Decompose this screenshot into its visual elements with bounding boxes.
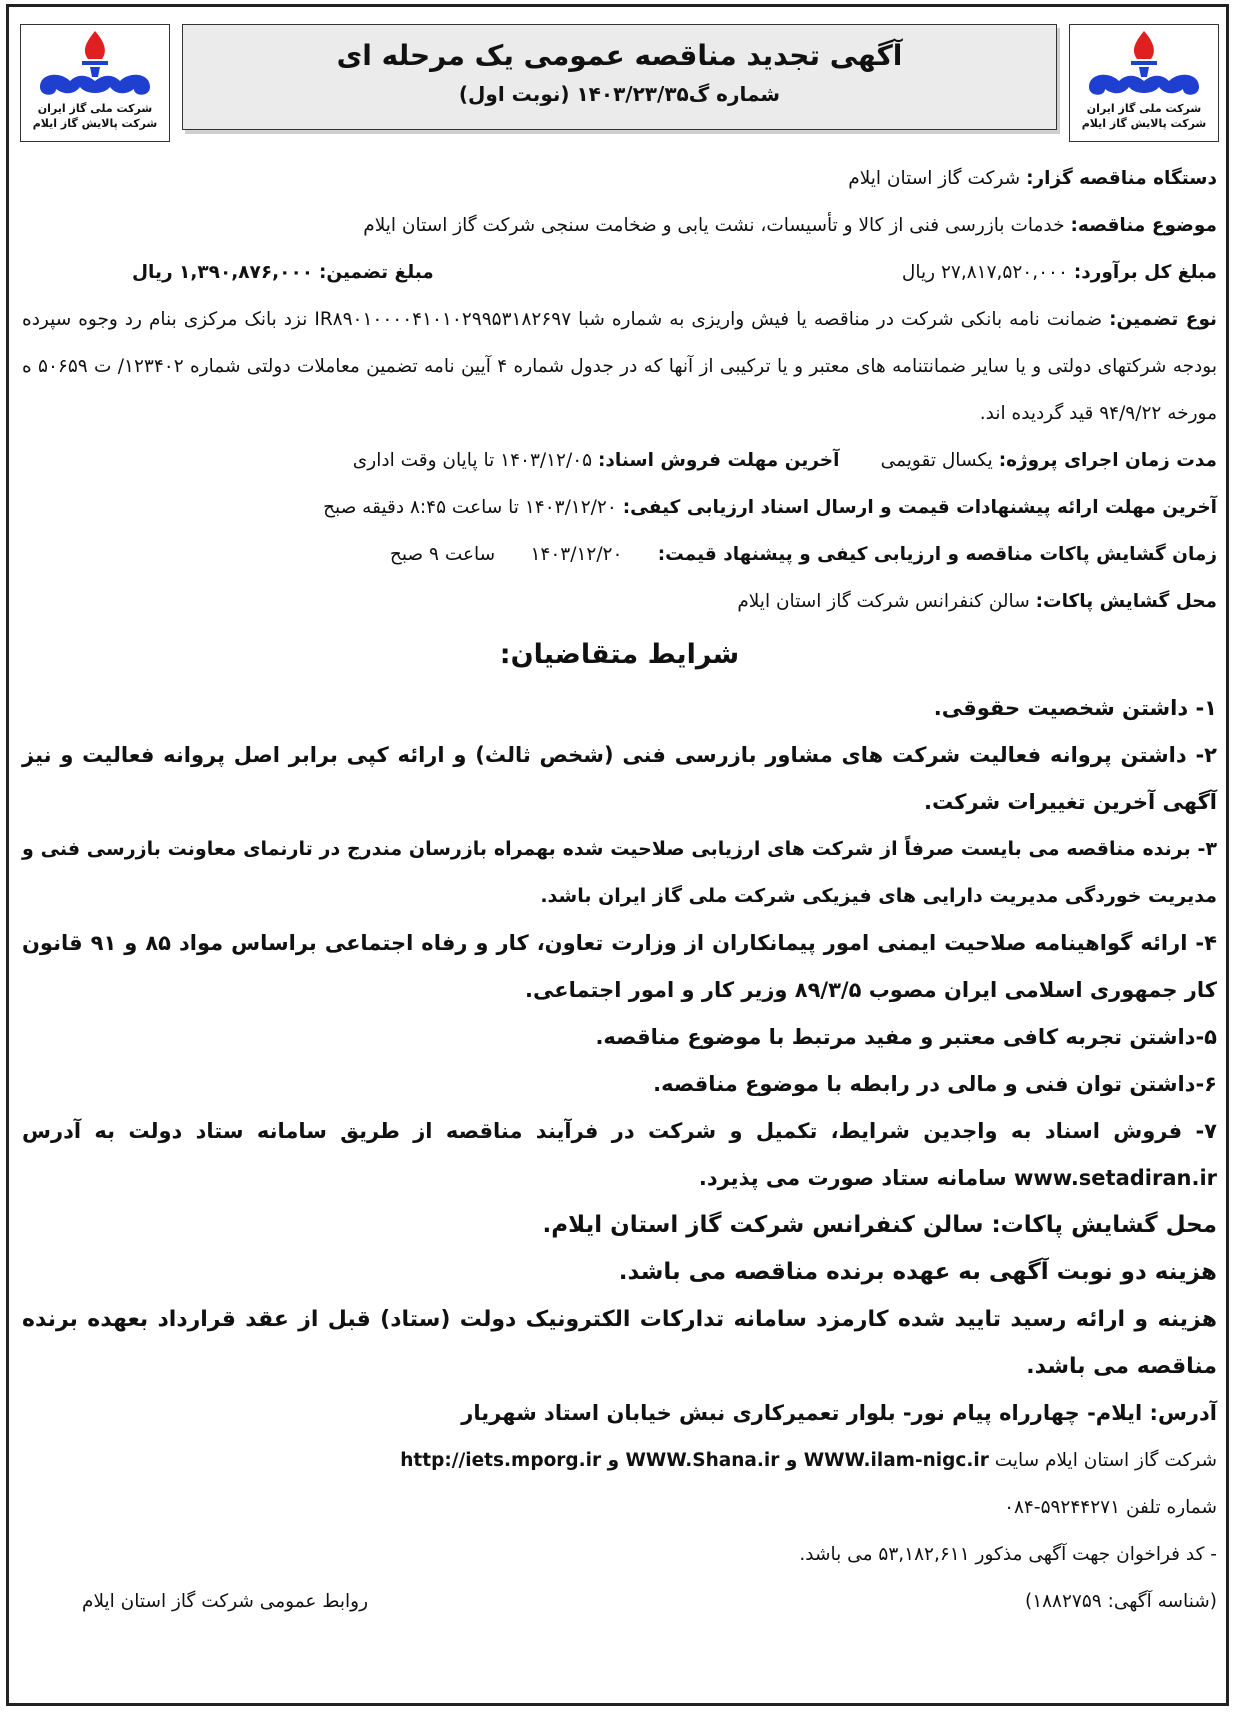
label: آخرین مهلت ارائه پیشنهادات قیمت و ارسال اسناد ارزیابی کیفی: (622, 497, 1217, 518)
opening-hour: ساعت ۹ صبح (389, 544, 496, 565)
conditions-heading: شرایط متقاضیان: (499, 639, 740, 670)
condition-item: ۷- فروش اسناد به واجدین شرایط، تکمیل و شرکت در فرآیند مناقصه از طریق سامانه ستاد دولت به آدرس www.setadiran.ir سامانه ستاد صورت می پذیرد. (22, 1119, 1217, 1190)
opening-place-note (22, 1202, 1217, 1249)
logo-line2: شرکت پالایش گاز ایلام (32, 117, 158, 130)
header (20, 24, 1219, 142)
label: دستگاه مناقصه گزار: (1026, 168, 1217, 189)
guarantee-type (22, 296, 1217, 437)
organizer-line (22, 155, 1217, 202)
label: شرکت گاز استان ایلام سایت (994, 1450, 1217, 1471)
ad-id: (شناسه آگهی: ۱۸۸۲۷۵۹) (1024, 1591, 1217, 1612)
call-code-line: - کد فراخوان جهت آگهی مذکور ۵۳,۱۸۲,۶۱۱ می باشد. (799, 1544, 1217, 1565)
label: محل گشایش پاکات: (991, 1212, 1217, 1238)
label: زمان گشایش پاکات مناقصه و ارزیابی کیفی و پیشنهاد قیمت: (657, 544, 1217, 565)
nigc-logo-right (1069, 24, 1219, 142)
condition-item: ۲- داشتن پروانه فعالیت شرکت های مشاور بازرسی فنی (شخص ثالث) و ارائه کپی برابر اصل پروانه فعالیت و نیز آگهی آخرین تغییرات شرکت. (22, 743, 1217, 814)
estimate: ۲۷,۸۱۷,۵۲۰,۰۰۰ ریال (901, 262, 1068, 283)
condition-item: ۳- برنده مناقصه می بایست صرفاً از شرکت های ارزیابی صلاحیت شده بهمراه بازرسان مندرج در تارنمای معاونت بازرسی فنی و مدیریت خوردگی مدیریت دارایی های فیزیکی شرکت ملی گاز ایران باشد. (22, 838, 1217, 907)
address: ایلام- چهارراه پیام نور- بلوار تعمیرکاری نبش خیابان استاد شهریار (461, 1401, 1143, 1425)
duration-line (22, 437, 1217, 484)
sale-deadline: ۱۴۰۳/۱۲/۰۵ تا پایان وقت اداری (352, 450, 593, 471)
label: موضوع مناقصه: (1070, 215, 1217, 236)
label: محل گشایش پاکات: (1035, 591, 1217, 612)
label: آدرس: (1149, 1401, 1217, 1425)
opening-place: سالن کنفرانس شرکت گاز استان ایلام (737, 591, 1030, 612)
ad-cost-note: هزینه دو نوبت آگهی به عهده برنده مناقصه می باشد. (618, 1259, 1217, 1285)
condition-item: ۶-داشتن توان فنی و مالی در رابطه با موضوع مناقصه. (653, 1072, 1217, 1096)
address-line (22, 1390, 1217, 1437)
gas-flame-logo-icon (1079, 29, 1209, 101)
ad-body (22, 155, 1217, 1625)
subject-line (22, 202, 1217, 249)
tender-number: شماره گ۱۴۰۳/۲۳/۳۵ (نوبت اول) (458, 82, 781, 106)
label: آخرین مهلت فروش اسناد: (598, 450, 840, 471)
organizer: شرکت گاز استان ایلام (848, 168, 1021, 189)
signature: روابط عمومی شرکت گاز استان ایلام (82, 1591, 369, 1612)
setad-cost-note: هزینه و ارائه رسید تایید شده کارمزد سامانه تدارکات الکترونیک دولت (ستاد) قبل از عقد قرارداد بعهده برنده مناقصه می باشد. (22, 1307, 1217, 1379)
place: سالن کنفرانس شرکت گاز استان ایلام. (542, 1212, 984, 1238)
opening-time-line (22, 531, 1217, 578)
amounts-line (22, 249, 1217, 296)
phone-line: شماره تلفن ۵۹۲۴۴۲۷۱-۰۸۴ (1004, 1497, 1217, 1518)
websites-line (22, 1437, 1217, 1484)
opening-date: ۱۴۰۳/۱۲/۲۰ (530, 544, 623, 565)
label: مدت زمان اجرای پروژه: (998, 450, 1217, 471)
condition-item: ۵-داشتن تجربه کافی معتبر و مفید مرتبط با موضوع مناقصه. (595, 1025, 1217, 1049)
gas-flame-logo-icon (30, 29, 160, 101)
page-title: آگهی تجدید مناقصه عمومی یک مرحله ای (336, 39, 903, 72)
guarantee-amount: ۱,۳۹۰,۸۷۶,۰۰۰ ریال (132, 262, 314, 283)
label: نوع تضمین: (1109, 309, 1217, 330)
duration: یکسال تقویمی (880, 450, 993, 471)
condition-item: ۴- ارائه گواهینامه صلاحیت ایمنی امور پیمانکاران از وزارت تعاون، کار و رفاه اجتماعی براساس مواد ۸۵ و ۹۱ قانون کار جمهوری اسلامی ایران مصوب ۸۹/۳/۵ وزیر کار و امور اجتماعی. (22, 931, 1217, 1002)
submit-deadline-line (22, 484, 1217, 531)
logo-line2: شرکت پالایش گاز ایلام (1081, 117, 1207, 130)
label: مبلغ کل برآورد: (1073, 262, 1217, 283)
subject: خدمات بازرسی فنی از کالا و تأسیسات، نشت یابی و ضخامت سنجی شرکت گاز استان ایلام (363, 215, 1065, 236)
website-links[interactable]: http://iets.mporg.ir و WWW.Shana.ir و WWW.ilam-nigc.ir (400, 1450, 989, 1471)
condition-item: ۱- داشتن شخصیت حقوقی. (933, 696, 1217, 720)
logo-line1: شرکت ملی گاز ایران (1086, 102, 1202, 115)
logo-line1: شرکت ملی گاز ایران (37, 102, 153, 115)
label: مبلغ تضمین: (318, 262, 434, 283)
guarantee-type-text: ضمانت نامه بانکی شرکت در مناقصه یا فیش واریزی به شماره شبا IR۸۹۰۱۰۰۰۰۴۱۰۱۰۲۹۹۵۳۱۸۲۶۹۷ نزد بانک مرکزی بنام رد وجوه سپرده بودجه شرکتهای دولتی و یا سایر ضمانتنامه های معتبر و یا ترکیبی از آنها که در جدول شماره ۴ آیین نامه تضمین معاملات دولتی شماره ۱۲۳۴۰۲/ ت ۵۰۶۵۹ ه مورخه ۹۴/۹/۲۲ قید گردیده اند. (22, 309, 1217, 424)
nigc-logo-left (20, 24, 170, 142)
submit-deadline: ۱۴۰۳/۱۲/۲۰ تا ساعت ۸:۴۵ دقیقه صبح (323, 497, 617, 518)
opening-place-line (22, 578, 1217, 625)
footer (22, 1578, 1217, 1625)
title-box (182, 24, 1057, 130)
